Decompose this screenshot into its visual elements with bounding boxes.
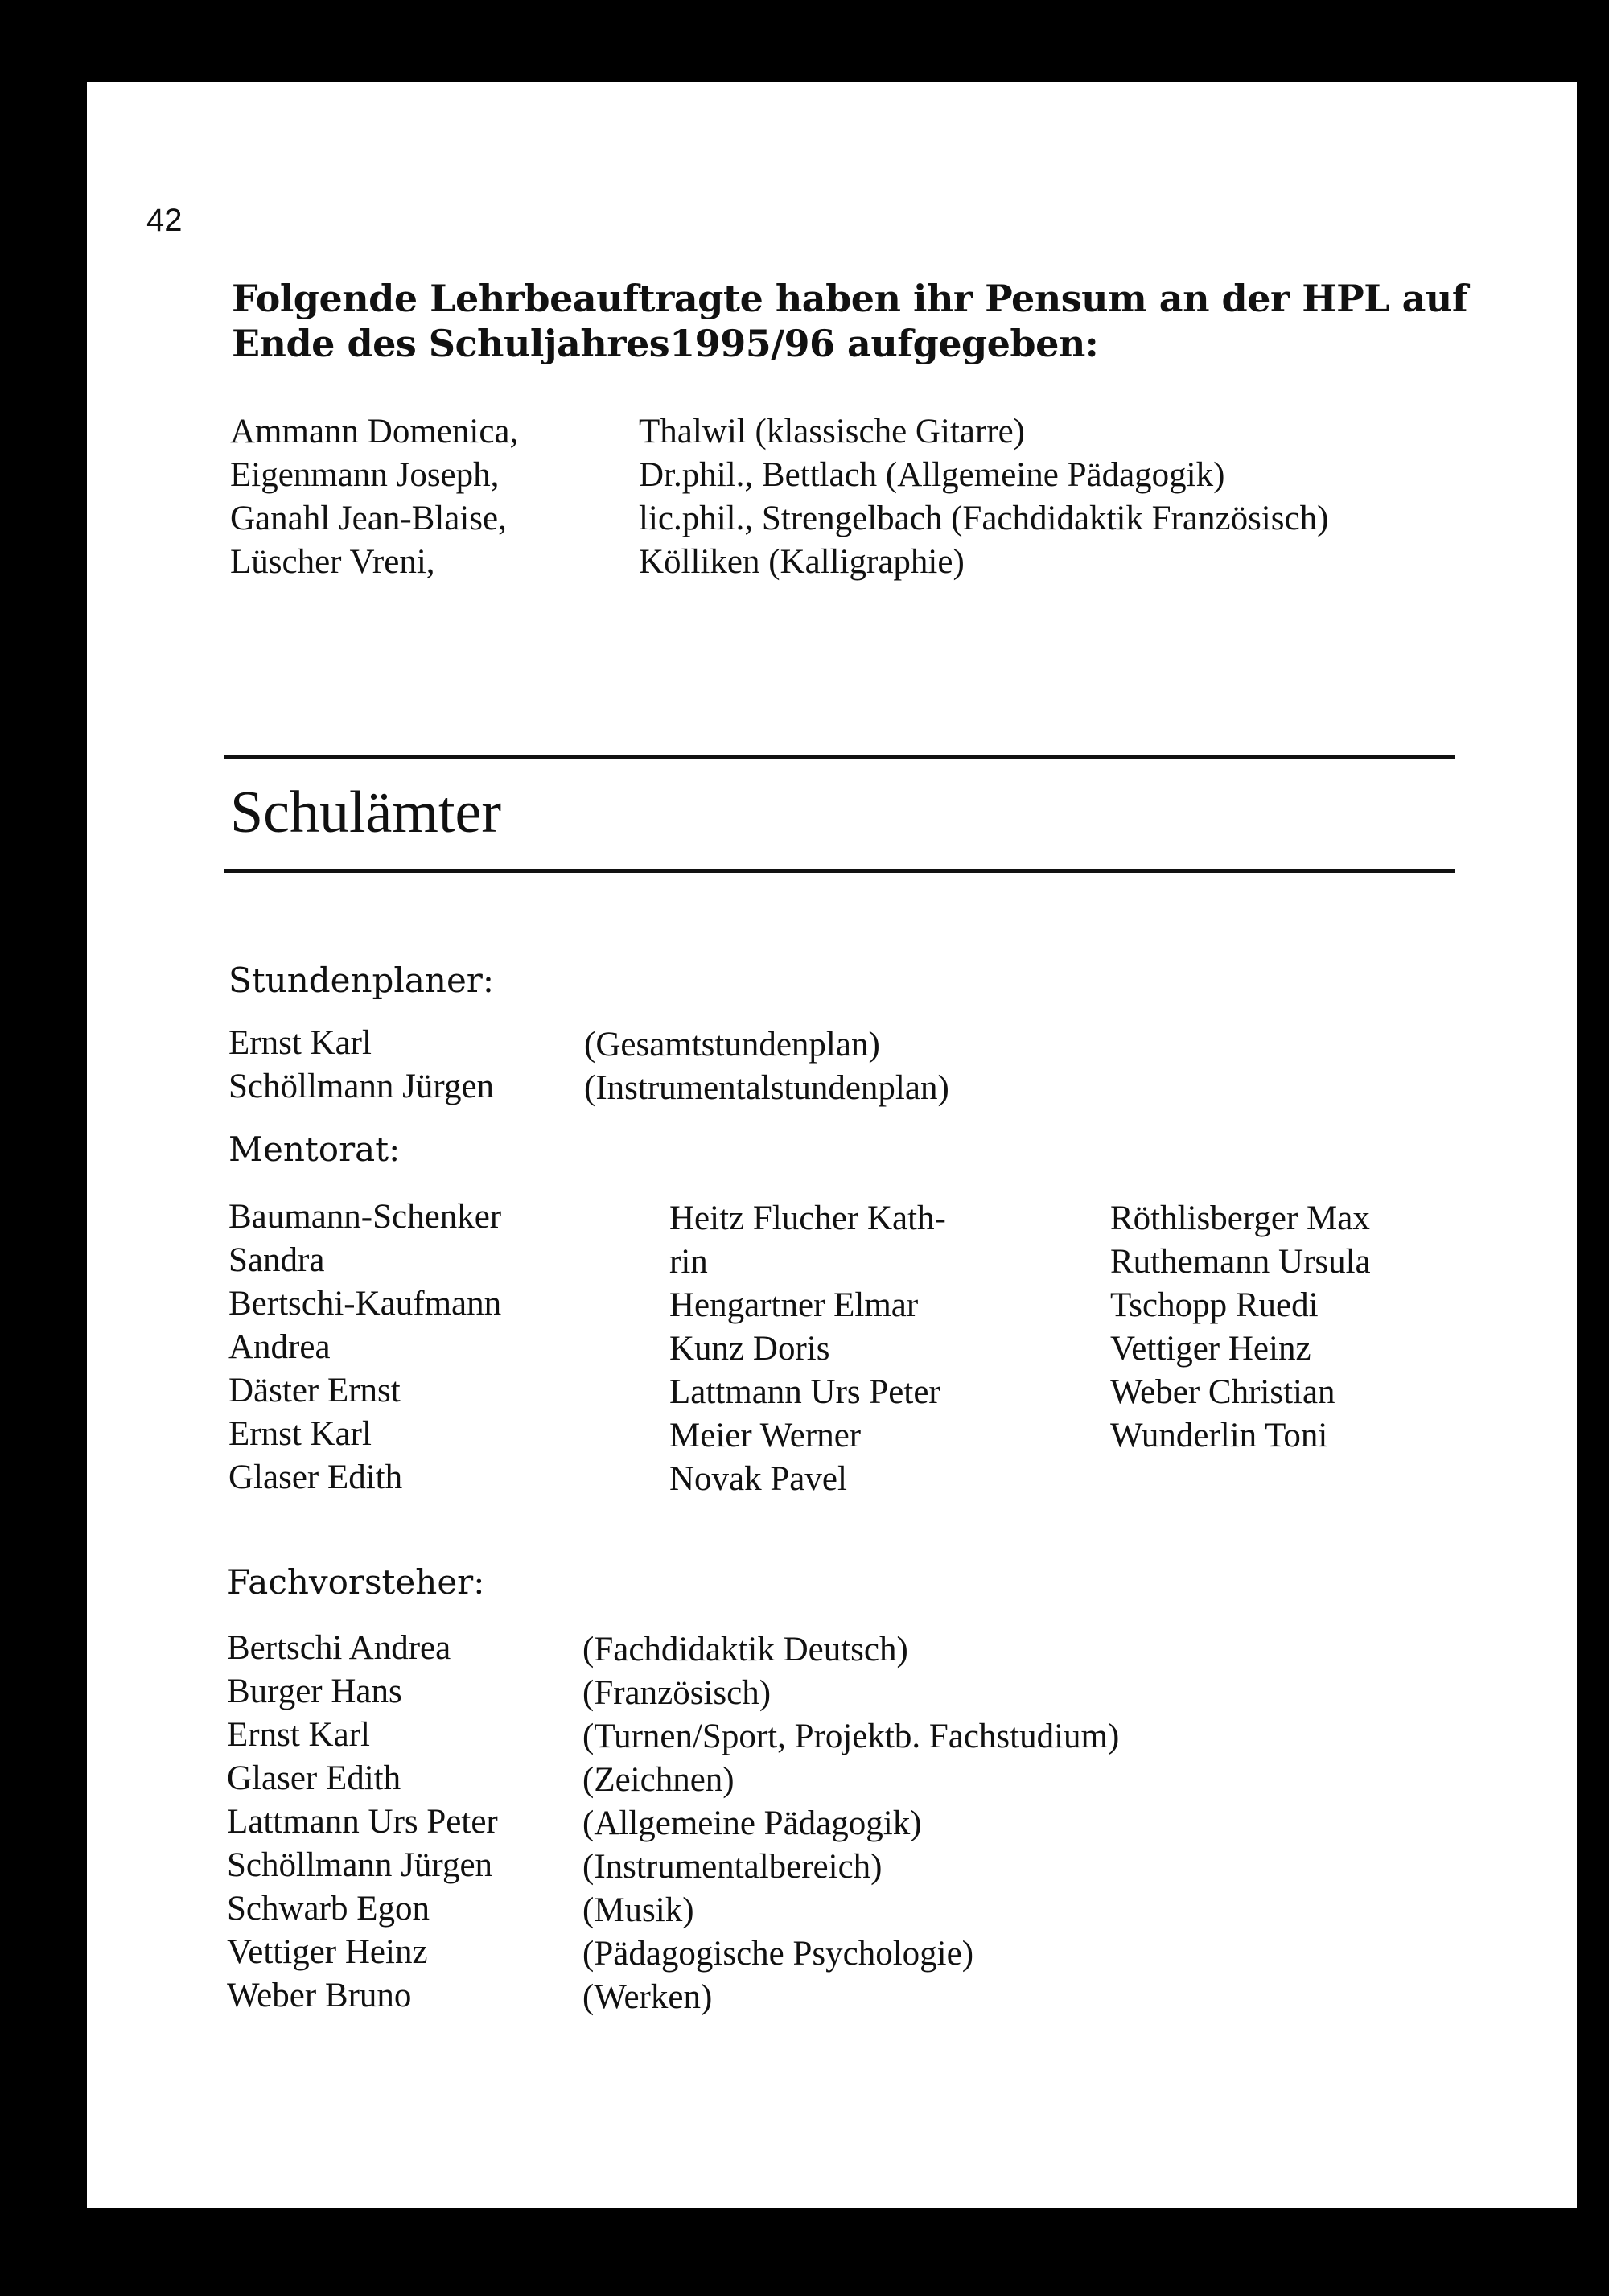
list-item: (Gesamtstundenplan) (584, 1026, 880, 1064)
list-item: Andrea (228, 1328, 331, 1366)
mentorat-column-2 (669, 1197, 946, 1501)
list-item: lic.phil., Strengelbach (Fachdidaktik Französisch) (639, 500, 1329, 537)
list-item: Vettiger Heinz (1110, 1330, 1311, 1368)
list-item: Lattmann Urs Peter (669, 1373, 940, 1411)
list-item: Ernst Karl (227, 1716, 370, 1754)
list-item: (Instrumentalbereich) (582, 1848, 883, 1886)
list-item: Hengartner Elmar (669, 1286, 919, 1324)
list-item: rin (669, 1243, 708, 1281)
list-item: Lüscher Vreni, (230, 543, 435, 581)
list-item: Sandra (228, 1241, 325, 1279)
intro-names-list (230, 410, 518, 584)
list-item: Ruthemann Ursula (1110, 1243, 1371, 1281)
list-item: Baumann-Schenker (228, 1198, 502, 1236)
list-item: Dr.phil., Bettlach (Allgemeine Pädagogik) (639, 456, 1225, 494)
list-item: Röthlisberger Max (1110, 1199, 1370, 1237)
intro-heading-line-1: Folgende Lehrbeauftragte haben ihr Pensum an der HPL auf (232, 277, 1468, 320)
list-item: (Turnen/Sport, Projektb. Fachstudium) (582, 1718, 1120, 1755)
list-item: Schwarb Egon (227, 1890, 430, 1928)
section-rule-top (224, 755, 1455, 759)
list-item: Ernst Karl (228, 1024, 372, 1062)
list-item: Burger Hans (227, 1673, 402, 1710)
fachvorsteher-subjects (582, 1628, 1119, 2019)
list-item: Kölliken (Kalligraphie) (639, 543, 965, 581)
list-item: Kunz Doris (669, 1330, 830, 1368)
stundenplaner-roles (584, 1023, 949, 1110)
list-item: Däster Ernst (228, 1372, 401, 1409)
stundenplaner-names (228, 1022, 494, 1109)
list-item: (Werken) (582, 1978, 713, 2016)
mentorat-heading: Mentorat: (228, 1129, 401, 1169)
list-item: Thalwil (klassische Gitarre) (639, 413, 1025, 451)
list-item: Bertschi-Kaufmann (228, 1285, 502, 1323)
intro-details-list (639, 410, 1328, 584)
list-item: (Instrumentalstundenplan) (584, 1069, 949, 1107)
section-title: Schulämter (230, 780, 502, 846)
list-item: (Musik) (582, 1891, 694, 1929)
list-item: Heitz Flucher Kath- (669, 1199, 946, 1237)
list-item: Ernst Karl (228, 1415, 372, 1453)
list-item: Glaser Edith (228, 1459, 403, 1496)
list-item: Ammann Domenica, (230, 413, 519, 451)
mentorat-column-3 (1110, 1197, 1371, 1458)
list-item: (Französisch) (582, 1674, 772, 1712)
list-item: Tschopp Ruedi (1110, 1286, 1319, 1324)
fachvorsteher-names (227, 1627, 498, 2018)
list-item: Weber Bruno (227, 1977, 412, 2014)
list-item: Bertschi Andrea (227, 1629, 451, 1667)
list-item: (Allgemeine Pädagogik) (582, 1804, 922, 1842)
list-item: Schöllmann Jürgen (227, 1846, 493, 1884)
list-item: (Pädagogische Psychologie) (582, 1935, 974, 1973)
list-item: Meier Werner (669, 1417, 862, 1455)
list-item: (Zeichnen) (582, 1761, 735, 1799)
list-item: Novak Pavel (669, 1460, 847, 1498)
page-number: 42 (146, 203, 183, 238)
list-item: (Fachdidaktik Deutsch) (582, 1631, 908, 1669)
list-item: Lattmann Urs Peter (227, 1803, 498, 1841)
list-item: Weber Christian (1110, 1373, 1335, 1411)
list-item: Wunderlin Toni (1110, 1417, 1328, 1455)
list-item: Ganahl Jean-Blaise, (230, 500, 507, 537)
fachvorsteher-heading: Fachvorsteher: (227, 1562, 485, 1602)
list-item: Vettiger Heinz (227, 1933, 428, 1971)
mentorat-column-1 (228, 1195, 501, 1500)
list-item: Glaser Edith (227, 1759, 401, 1797)
stundenplaner-heading: Stundenplaner: (228, 961, 495, 1000)
list-item: Eigenmann Joseph, (230, 456, 500, 494)
section-rule-bottom (224, 869, 1455, 873)
list-item: Schöllmann Jürgen (228, 1068, 495, 1105)
intro-heading-line-2: Ende des Schuljahres1995/96 aufgegeben: (232, 322, 1099, 365)
